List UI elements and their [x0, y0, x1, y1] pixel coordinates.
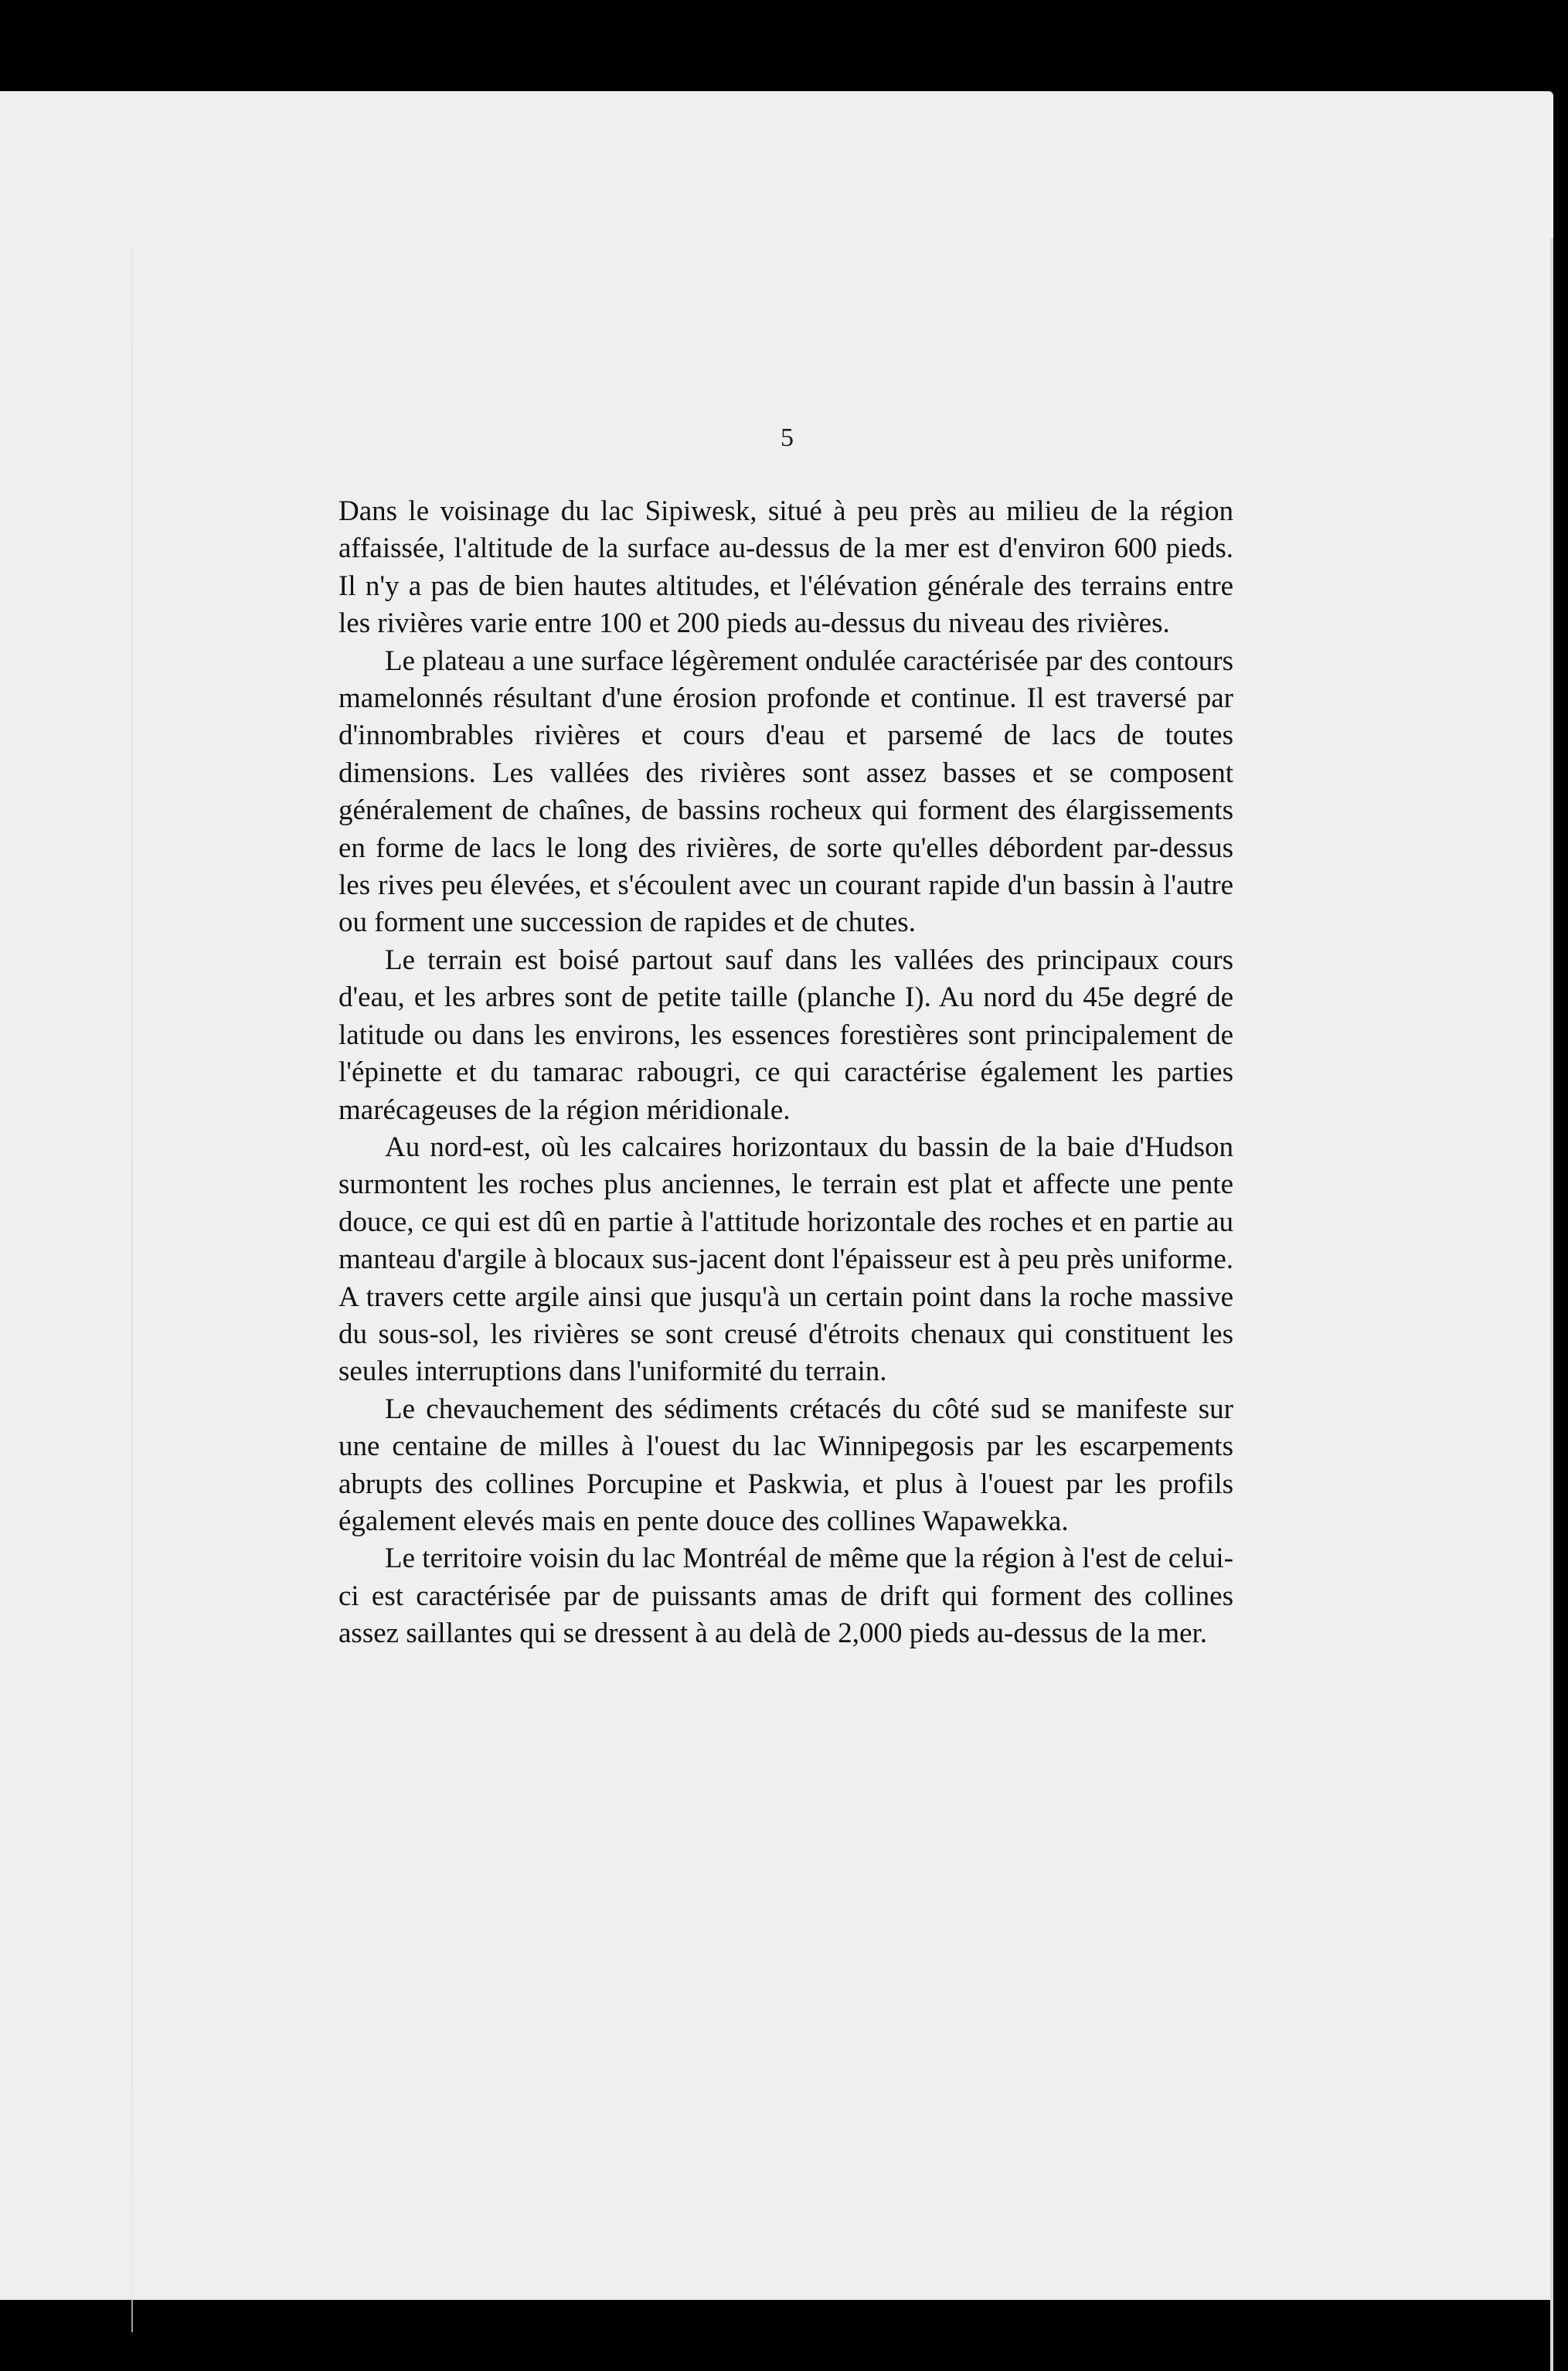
paragraph-5: Le chevauchement des sédiments crétacés du côté sud se manifeste sur une centaine de milles à l'ouest du lac Winnipegosis par les escarpements abrupts des collines Porcupine et Paskwia, et plus à l'ouest par les profils également elevés mais en pente douce des collines Wapawekka. — [338, 1393, 1233, 1537]
paragraph-2: Le plateau a une surface légèrement ondulée caractérisée par des contours mamelonnés résultant d'une érosion profonde et continue. Il est traversé par d'innombrables rivières et cours d'eau et parsemé de lacs de toutes dimensions. Les vallées des rivières sont assez basses et se composent généralement de chaînes, de bassins rocheux qui forment des élargissements en forme de lacs le long des rivières, de sorte qu'elles débordent par-dessus les rives peu élevées, et s'écoulent avec un courant rapide d'un bassin à l'autre ou forment une succession de rapides et de chutes. — [338, 645, 1233, 939]
page-number: 5 — [781, 424, 794, 452]
paragraph-1: Dans le voisinage du lac Sipiwesk, situé à peu près au milieu de la région affaissée, l'altitude de la surface au-dessus de la mer est d'environ 600 pieds. Il n'y a pas de bien hautes altitudes, et l'élévation générale des terrains entre les rivières varie entre 100 et 200 pieds au-dessus du niveau des rivières. — [338, 495, 1233, 640]
paragraph-3: Le terrain est boisé partout sauf dans les vallées des principaux cours d'eau, et les arbres sont de petite taille (planche I). Au nord du 45e degré de latitude ou dans les environs, les essences forestières sont principalement de l'épinette et du tamarac rabougri, ce qui caractérise également les parties marécageuses de la région méridionale. — [338, 944, 1233, 1126]
page-fold-shadow — [131, 246, 133, 2332]
page-edge — [1550, 238, 1553, 2371]
body-text — [338, 493, 1233, 1653]
paragraph-4: Au nord-est, où les calcaires horizontaux du bassin de la baie d'Hudson surmontent les roches plus anciennes, le terrain est plat et affecte une pente douce, ce qui est dû en partie à l'attitude horizontale des roches et en partie au manteau d'argile à blocaux sus-jacent dont l'épaisseur est à peu près uniforme. A travers cette argile ainsi que jusqu'à un certain point dans la roche massive du sous-sol, les rivières se sont creusé d'étroits chenaux qui constituent les seules interruptions dans l'uniformité du terrain. — [338, 1131, 1233, 1388]
paragraph-6: Le territoire voisin du lac Montréal de même que la région à l'est de celui-ci est caractérisée par de puissants amas de drift qui forment des collines assez saillantes qui se dressent à au delà de 2,000 pieds au-dessus de la mer. — [338, 1543, 1233, 1650]
